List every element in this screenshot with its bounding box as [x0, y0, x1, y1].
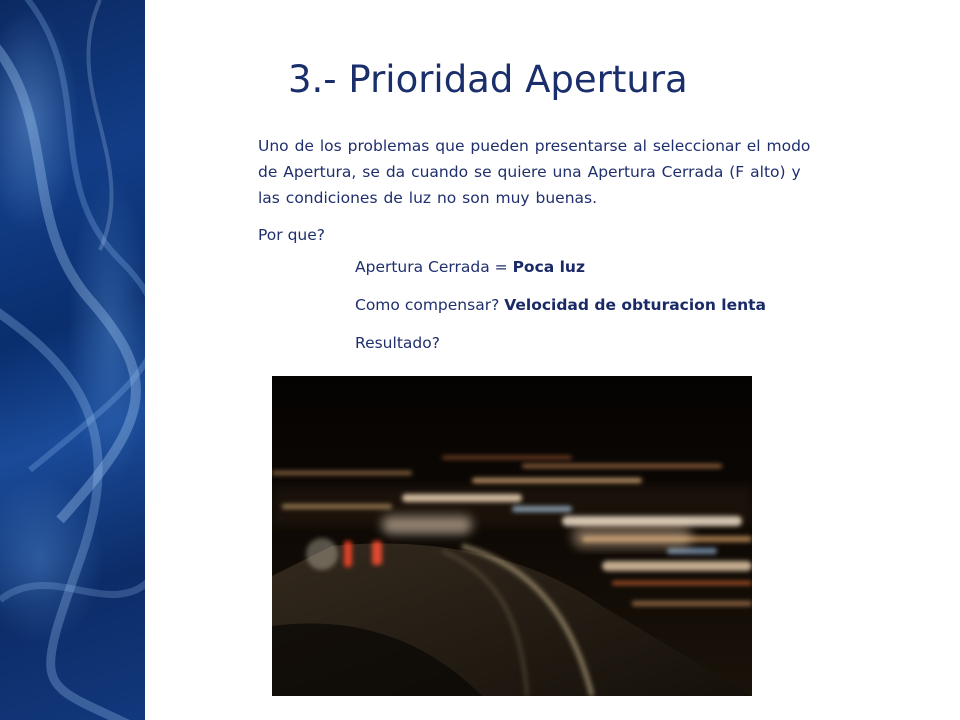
- night-road-blur-image: [272, 376, 752, 696]
- closed-aperture-value: Poca luz: [512, 258, 585, 276]
- question-text: Por que?: [258, 226, 326, 244]
- intro-paragraph: Uno de los problemas que pueden presentarse al seleccionar el modo de Apertura, se da cuando se quiere una Apertura Cerrada (F alto) y las condiciones de luz no son muy buenas.: [258, 137, 811, 207]
- compensate-line: [355, 296, 766, 314]
- closed-aperture-line: [355, 258, 585, 276]
- closed-aperture-label: Apertura Cerrada =: [355, 258, 513, 276]
- compensate-value: Velocidad de obturacion lenta: [504, 296, 766, 314]
- decorative-sidebar: [0, 0, 145, 720]
- slide-title: 3.- Prioridad Apertura: [288, 58, 688, 101]
- motion-blur-photo: [272, 376, 752, 696]
- sidebar-swirl-graphic: [0, 0, 145, 720]
- compensate-label: Como compensar?: [355, 296, 505, 314]
- result-line: Resultado?: [355, 334, 440, 352]
